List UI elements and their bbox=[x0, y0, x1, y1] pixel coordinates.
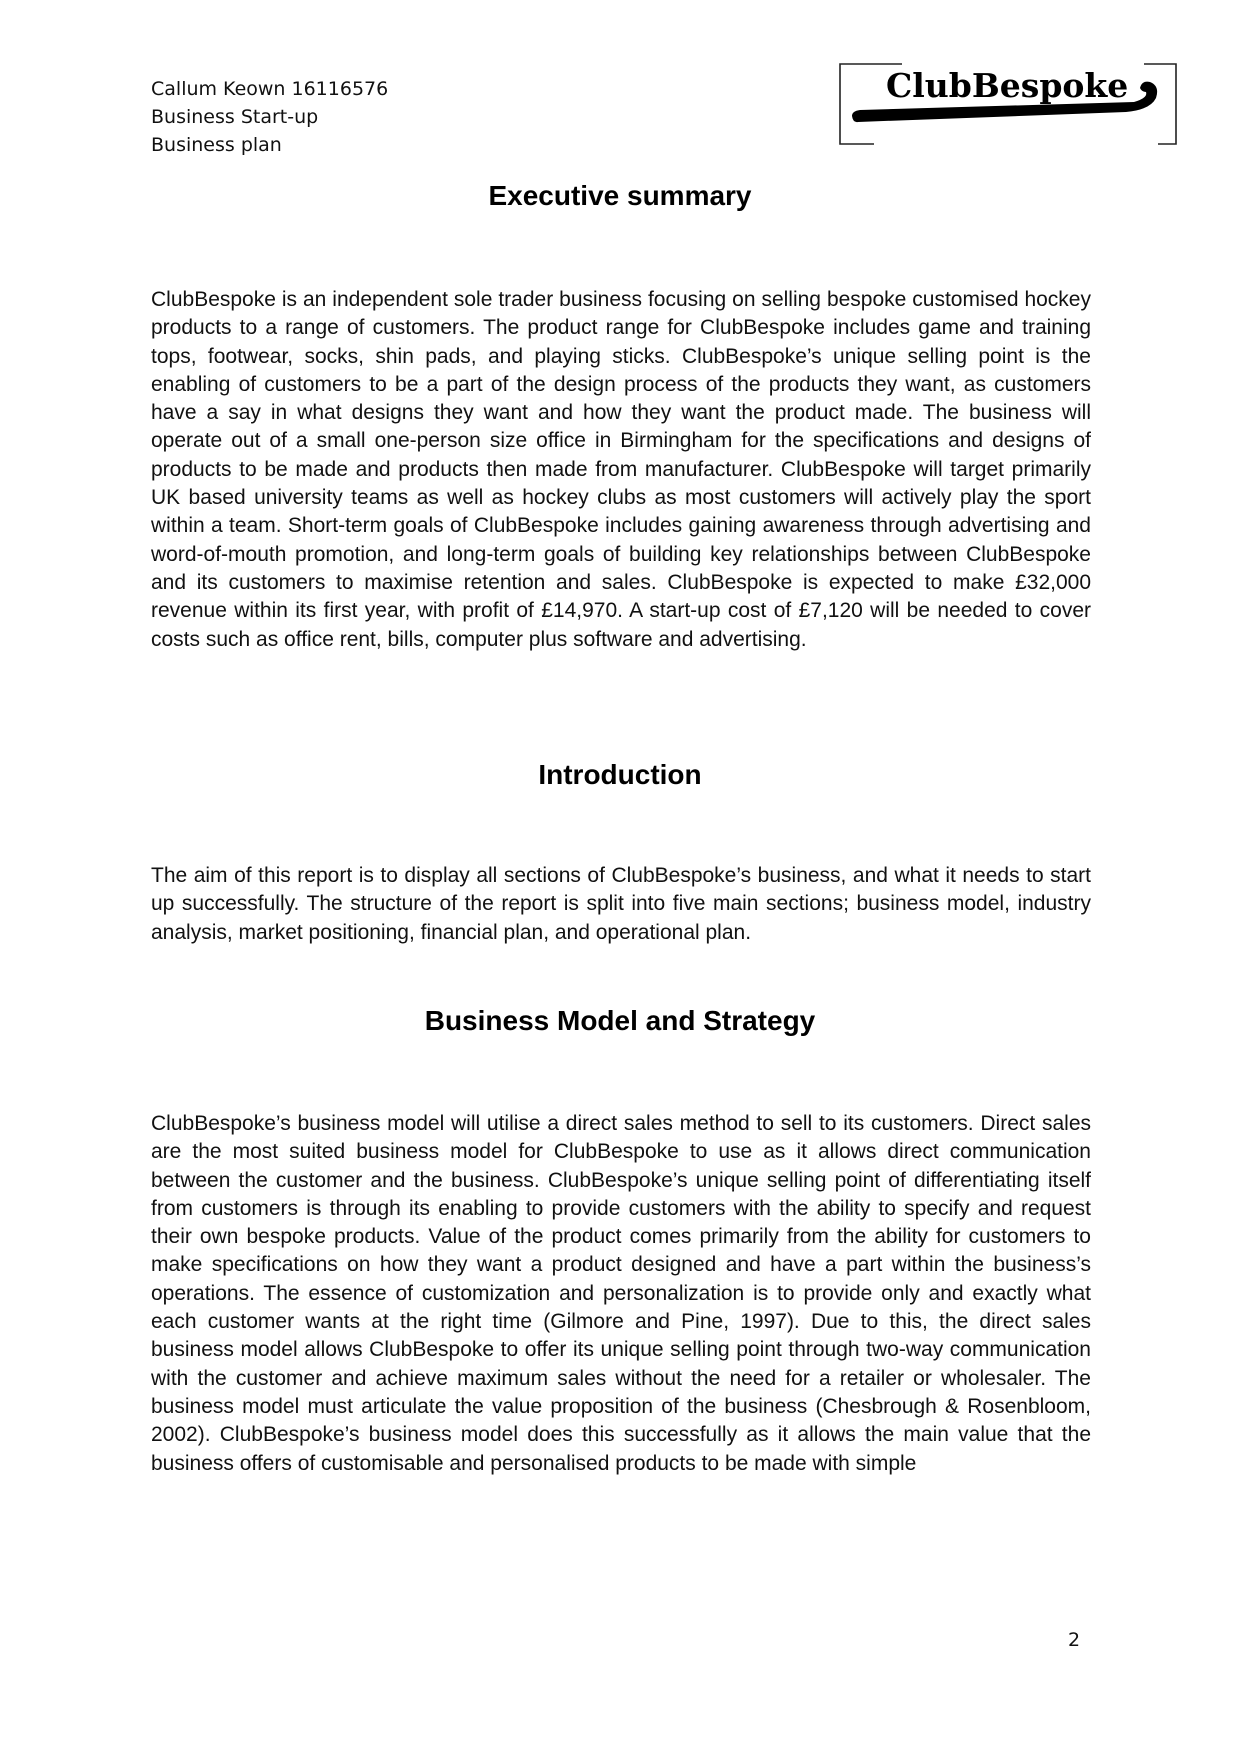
author-line: Callum Keown 16116576 bbox=[151, 78, 389, 100]
page-number: 2 bbox=[1068, 1629, 1081, 1651]
executive-summary-paragraph: ClubBespoke is an independent sole trader business focusing on selling bespoke customised hockey products to a range of customers. The product range for ClubBespoke includes game and training tops, footwear, socks, shin pads, and playing sticks. ClubBespoke’s unique selling point is the enabling of customers to be a part of the design process of the products they want, as customers have a say in what designs they want and how they want the product made. The business will operate out of a small one-person size office in Birmingham for the specifications and designs of products to be made and products then made from manufacturer. ClubBespoke will target primarily UK based university teams as well as hockey clubs as most customers will actively play the sport within a team. Short-term goals of ClubBespoke includes gaining awareness through advertising and word-of-mouth promotion, and long-term goals of building key relationships between ClubBespoke and its customers to maximise retention and sales. ClubBespoke is expected to make £32,000 revenue within its first year, with profit of £14,970. A start-up cost of £7,120 will be needed to cover costs such as office rent, bills, computer plus software and advertising. bbox=[151, 288, 1091, 651]
introduction-heading: Introduction bbox=[538, 759, 702, 790]
module-line: Business Start-up bbox=[151, 106, 319, 128]
clubbespoke-logo bbox=[838, 62, 1178, 150]
business-model-heading: Business Model and Strategy bbox=[424, 1005, 816, 1036]
logo-text: ClubBespoke bbox=[886, 66, 1129, 105]
document-type-line: Business plan bbox=[151, 134, 282, 156]
executive-summary-heading: Executive summary bbox=[488, 180, 752, 211]
document-header bbox=[151, 75, 388, 159]
introduction-paragraph: The aim of this report is to display all sections of ClubBespoke’s business, and what it needs to start up successfully. The structure of the report is split into five main sections; business model, industry analysis, market positioning, financial plan, and operational plan. bbox=[151, 864, 1091, 944]
business-model-paragraph: ClubBespoke’s business model will utilise a direct sales method to sell to its customers. Direct sales are the most suited business model for ClubBespoke to use as it allows direct communication between the customer and the business. ClubBespoke’s unique selling point of differentiating itself from customers is through its enabling to provide customers with the ability to specify and request their own bespoke products. Value of the product comes primarily from the ability for customers to make specifications on how they want a product designed and have a part within the business’s operations. The essence of customization and personalization is to provide only and exactly what each customer wants at the right time (Gilmore and Pine, 1997). Due to this, the direct sales business model allows ClubBespoke to offer its unique selling point through two-way communication with the customer and achieve maximum sales without the need for a retailer or wholesaler. The business model must articulate the value proposition of the business (Chesbrough & Rosenbloom, 2002). ClubBespoke’s business model does this successfully as it allows the main value that the business offers of customisable and personalised products to be made with simple bbox=[151, 1112, 1091, 1475]
